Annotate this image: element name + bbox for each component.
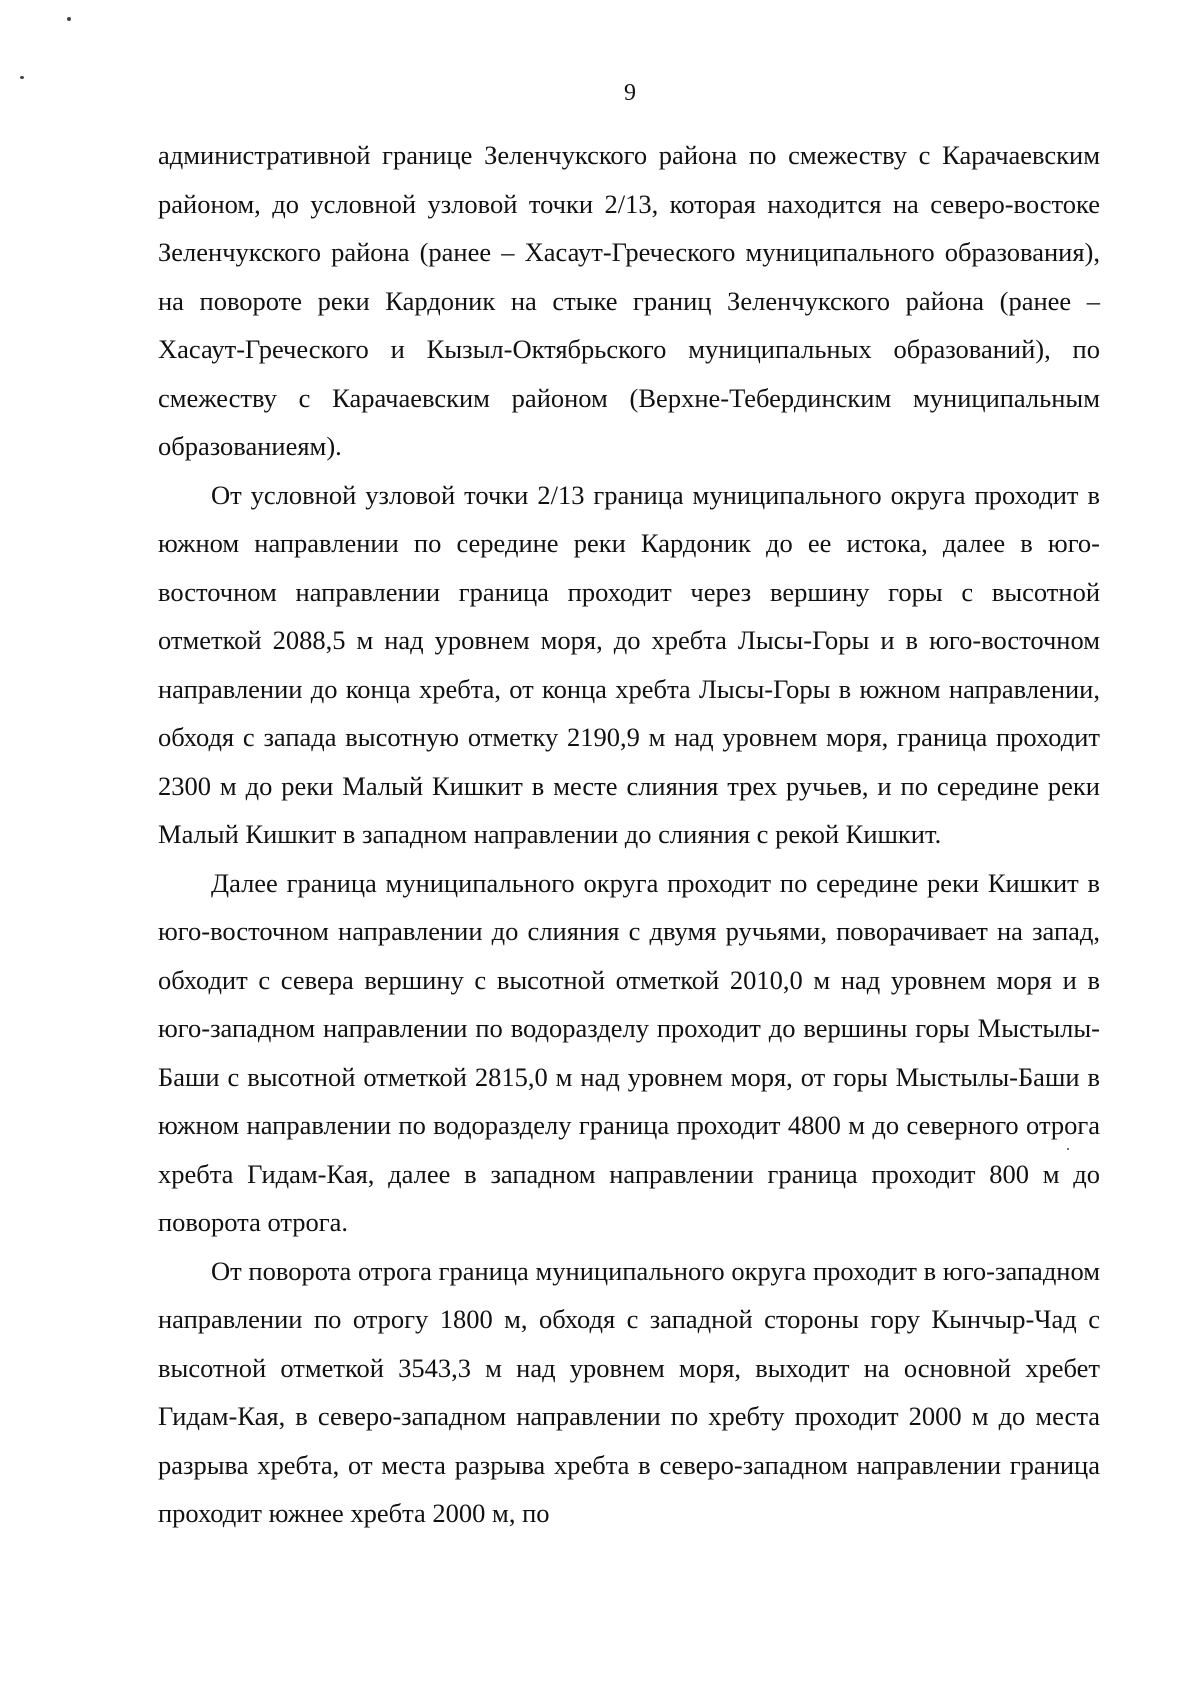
paragraph-continuation: административной границе Зеленчукского района по смежеству с Карачаевским районом, до условной узловой точки 2/13, которая находится на северо-востоке Зеленчукского района (ранее – Хасаут-Греческого муниципального образования), на повороте реки Кардоник на стыке границ Зеленчукского района (ранее – Хасаут-Греческого и Кызыл-Октябрьского муниципальных образований), по смежеству с Карачаевским районом (Верхне-Тебердинским муниципальным образованиеям). xyxy=(158,140,1100,461)
paragraph-3: Далее граница муниципального округа проходит по середине реки Кишкит в юго-восточном направлении до слияния с двумя ручьями, поворачивает на запад, обходит с севера вершину с высотной отметкой 2010,0 м над уровнем моря и в юго-западном направлении по водоразделу проходит до вершины горы Мыстылы-Баши с высотной отметкой 2815,0 м над уровнем моря, от горы Мыстылы-Баши в южном направлении по водоразделу граница проходит 4800 м до северного отрога хребта Гидам-Кая, далее в западном направлении граница проходит 800 м до поворота отрога. xyxy=(158,867,1100,1237)
document-body xyxy=(158,131,1100,1538)
paragraph-4: От поворота отрога граница муниципального округа проходит в юго-западном направлении по отрогу 1800 м, обходя с западной стороны гору Кынчыр-Чад с высотной отметкой 3543,3 м над уровнем моря, выходит на основной хребет Гидам-Кая, в северо-западном направлении по хребту проходит 2000 м до места разрыва хребта, от места разрыва хребта в северо-западном направлении граница проходит южнее хребта 2000 м, по xyxy=(158,1255,1100,1528)
paragraph-2: От условной узловой точки 2/13 граница муниципального округа проходит в южном направлении по середине реки Кардоник до ее истока, далее в юго-восточном направлении граница проходит через вершину горы с высотной отметкой 2088,5 м над уровнем моря, до хребта Лысы-Горы и в юго-восточном направлении до конца хребта, от конца хребта Лысы-Горы в южном направлении, обходя с запада высотную отметку 2190,9 м над уровнем моря, граница проходит 2300 м до реки Малый Кишкит в месте слияния трех ручьев, и по середине реки Малый Кишкит в западном направлении до слияния с рекой Кишкит. xyxy=(158,479,1100,849)
scan-speck-top-left xyxy=(67,17,71,21)
page-number: 9 xyxy=(624,80,636,106)
